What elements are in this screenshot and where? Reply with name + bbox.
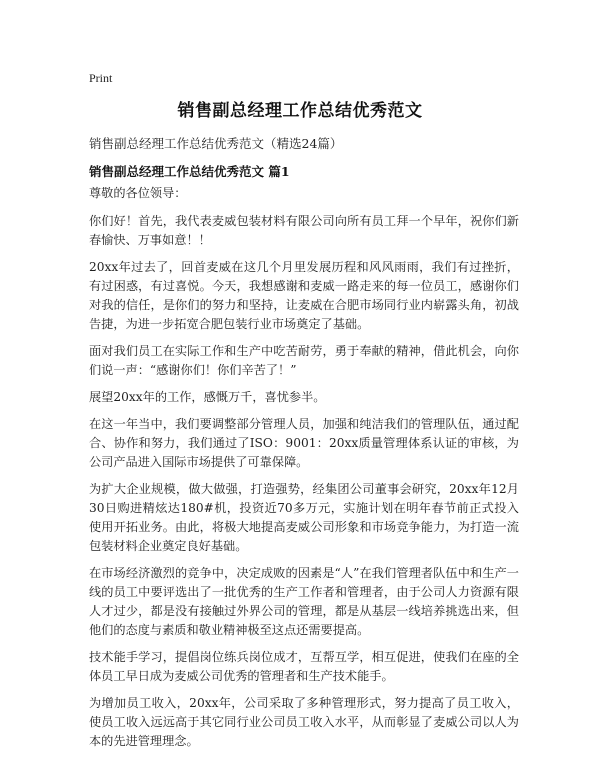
paragraph-greeting: 尊敬的各位领导： <box>89 186 187 200</box>
paragraph: 在市场经济激烈的竞争中，决定成败的因素是“人”在我们管理者队伍中和生产一线的员工中要评选出了一批优秀的生产工作者和管理者，由于公司人力资源有限人才过少，都是没有接触过外界公司的管理，都是从基层一线培养挑选出来，但他们的态度与素质和敬业精神极至这点还需要提高。 <box>89 566 519 637</box>
section-heading: 销售副总经理工作总结优秀范文 篇1 <box>89 164 290 179</box>
document-title: 销售副总经理工作总结优秀范文 <box>177 101 423 121</box>
paragraph: 在这一年当中，我们要调整部分管理人员，加强和纯洁我们的管理队伍，通过配合、协作和努力，我们通过了ISO：9001：20xx质量管理体系认证的审核，为公司产品进入国际市场提供了可靠保障。 <box>89 417 519 469</box>
paragraph: 你们好！首先，我代表麦威包装材料有限公司向所有员工拜一个早年，祝你们新春愉快、万事如意！！ <box>89 214 519 247</box>
document-subtitle: 销售副总经理工作总结优秀范文（精选24篇） <box>89 136 343 151</box>
print-label[interactable]: Print <box>89 71 113 85</box>
paragraph: 为增加员工收入，20xx年，公司采取了多种管理形式，努力提高了员工收入，使员工收入远远高于其它同行业公司员工收入水平，从而彰显了麦威公司以人为本的先进管理理念。 <box>89 696 519 748</box>
paragraph: 20xx年过去了，回首麦威在这几个月里发展历程和风风雨雨，我们有过挫折，有过困惑，有过喜悦。今天，我想感谢和麦威一路走来的每一位员工，感谢你们对我的信任，是你们的努力和坚持，让麦威在合肥市场同行业内崭露头角，初战告捷，为进一步拓宽合肥包装行业市场奠定了基础。 <box>89 260 519 331</box>
document-body <box>89 184 519 759</box>
paragraph: 为扩大企业规模，做大做强，打造强势，经集团公司董事会研究，20xx年12月30日购进精炫达180#机，投资近70多万元，实施计划在明年春节前正式投入使用开拓业务。由此，将极大地提高麦威公司形象和市场竞争能力，为打造一流包装材料企业奠定良好基础。 <box>89 482 519 553</box>
paragraph: 面对我们员工在实际工作和生产中吃苦耐劳，勇于奉献的精神，借此机会，向你们说一声：“感谢你们！你们辛苦了！” <box>89 344 519 377</box>
paragraph: 展望20xx年的工作，感慨万千，喜忧参半。 <box>89 390 326 404</box>
paragraph: 技术能手学习，提倡岗位练兵岗位成才，互帮互学，相互促进，使我们在座的全体员工早日成为麦威公司优秀的管理者和生产技术能手。 <box>89 650 519 683</box>
